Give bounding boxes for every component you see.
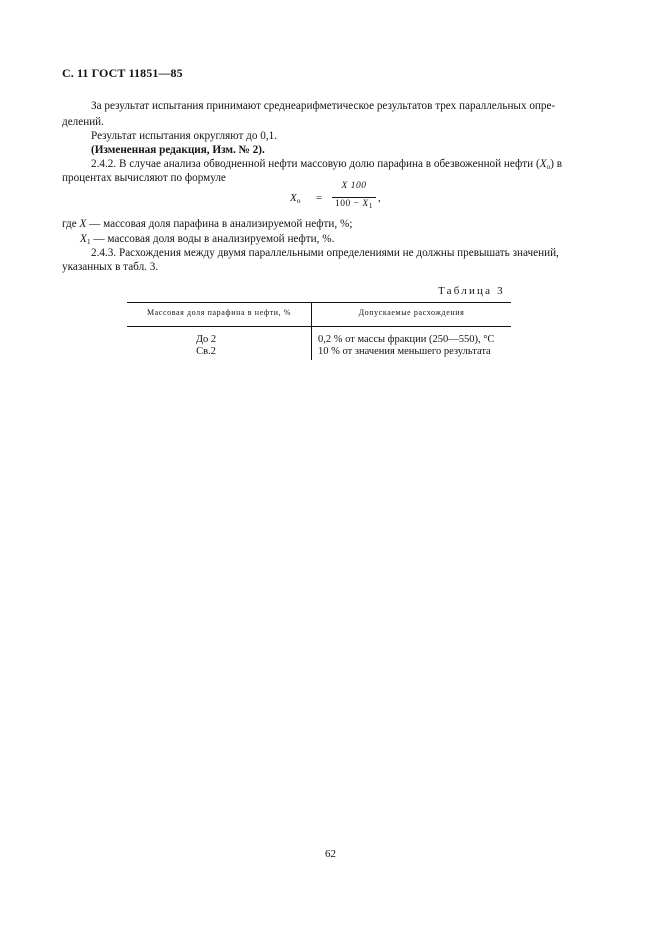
page-header: С. 11 ГОСТ 11851—85 [62,66,183,80]
formula-lhs-subscript: o [296,196,301,205]
table-caption: Таблица 3 [438,285,505,297]
where-subscript-1: 1 [86,237,91,246]
formula-denominator [330,199,378,209]
section-2-4-2-text-post: ) в [550,158,563,170]
where-symbol-x1: X [80,233,87,245]
table-header-paraffin: Массовая доля парафина в нефти, % [146,308,292,317]
formula-comma: , [378,192,381,204]
table-top-rule [127,302,511,303]
paragraph-result-line1: За результат испытания принимают среднеарифметическое результатов трех параллельных опре- [91,100,556,112]
table-cell-row2-col2: 10 % от значения меньшего результата [318,346,491,357]
section-2-4-2-text-pre: 2.4.2. В случае анализа обводненной нефти массовую долю парафина в обезвоженной нефти ( [91,158,540,170]
formula-fraction-bar [332,197,376,198]
formula-denominator-pre: 100 − [335,199,363,209]
section-2-4-2-line2: процентах вычисляют по формуле [62,172,226,184]
table-header-tolerance: Допускаемые расхождения [358,308,465,317]
formula-denominator-symbol: X [362,199,369,209]
table-3 [127,302,511,362]
symbol-x: X [539,158,547,170]
section-2-4-3-line1: 2.4.3. Расхождения между двумя параллельными определениями не должны превышать значений, [91,247,559,259]
formula-denominator-subscript: 1 [368,201,373,210]
formula-lhs-symbol: X [290,192,297,204]
formula-numerator: X 100 [341,181,367,191]
table-cell-row1-col1: До 2 [195,334,217,345]
formula-lhs [290,192,300,204]
where-text1: — массовая доля парафина в анализируемой нефти, %; [86,218,353,230]
where-text2: — массовая доля воды в анализируемой нефти, %. [90,233,335,245]
edit-note: (Измененная редакция, Изм. № 2). [91,144,265,156]
table-cell-row1-col2: 0,2 % от массы фракции (250—550), °С [318,334,495,345]
symbol-subscript: o [546,162,551,171]
where-prefix: где [62,218,80,230]
table-header-rule [127,326,511,327]
table-cell-row2-col1: Св.2 [196,346,216,357]
paragraph-rounding: Результат испытания округляют до 0,1. [91,130,278,142]
where-symbol-x: X [79,218,87,230]
where-line1 [62,216,352,232]
formula-equals: = [316,192,323,204]
paragraph-result-line2: делений. [62,116,104,128]
formula [290,181,380,221]
section-2-4-3-line2: указанных в табл. 3. [62,261,159,273]
page-number: 62 [325,848,336,860]
